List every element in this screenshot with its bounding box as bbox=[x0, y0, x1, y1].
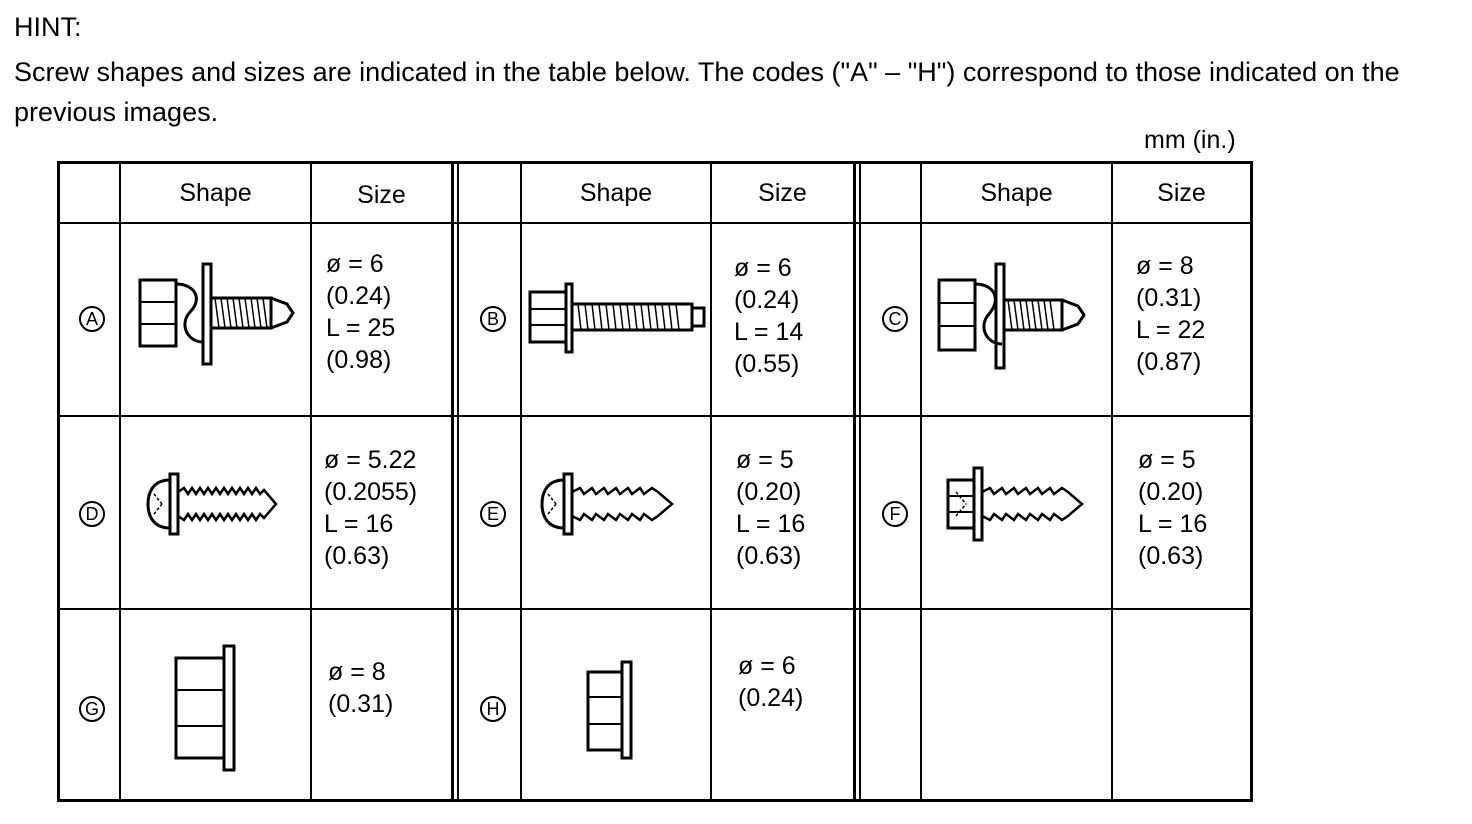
divider bbox=[60, 415, 1250, 417]
hex-bolt-washer-pilot-icon bbox=[934, 254, 1104, 374]
divider bbox=[310, 164, 312, 799]
header-shape: Shape bbox=[980, 179, 1053, 207]
size-a: ø = 6 (0.24) L = 25 (0.98) bbox=[326, 250, 396, 374]
flange-nut-icon bbox=[584, 660, 640, 760]
divider bbox=[710, 164, 712, 799]
header-shape: Shape bbox=[579, 179, 653, 207]
size-f: ø = 5 (0.20) L = 16 (0.63) bbox=[1138, 446, 1208, 570]
divider bbox=[520, 164, 522, 799]
hint-text: Screw shapes and sizes are indicated in the table below. The codes ("A" – "H") correspond to those indicated on the previous images. bbox=[14, 57, 1400, 127]
header-size: Size bbox=[758, 179, 807, 207]
screw-table bbox=[57, 161, 1253, 802]
divider bbox=[1111, 164, 1113, 799]
divider bbox=[119, 164, 121, 799]
hex-tapping-screw-icon bbox=[944, 462, 1094, 546]
code-b-marker: B bbox=[480, 306, 506, 332]
divider bbox=[853, 164, 856, 799]
code-a-marker: A bbox=[79, 306, 105, 332]
divider bbox=[457, 164, 459, 799]
code-e-marker: E bbox=[480, 501, 506, 527]
size-d: ø = 5.22 (0.2055) L = 16 (0.63) bbox=[324, 446, 418, 570]
size-b: ø = 6 (0.24) L = 14 (0.55) bbox=[734, 254, 804, 378]
size-g: ø = 8 (0.31) bbox=[328, 658, 394, 718]
code-d-marker: D bbox=[79, 501, 105, 527]
code-f-marker: F bbox=[882, 501, 908, 527]
header-shape: Shape bbox=[179, 179, 252, 207]
hex-bolt-washer-pilot-icon bbox=[135, 254, 305, 374]
divider bbox=[451, 164, 454, 799]
code-g-marker: G bbox=[79, 696, 105, 722]
units-label: mm (in.) bbox=[1144, 126, 1236, 154]
hint-title: HINT: bbox=[14, 12, 82, 42]
tapping-screw-icon bbox=[144, 464, 294, 544]
header-size: Size bbox=[1157, 179, 1206, 207]
size-c: ø = 8 (0.31) L = 22 (0.87) bbox=[1136, 252, 1206, 376]
flange-bolt-icon bbox=[528, 274, 710, 364]
size-e: ø = 5 (0.20) L = 16 (0.63) bbox=[736, 446, 806, 570]
divider bbox=[920, 164, 922, 799]
code-c-marker: C bbox=[882, 306, 908, 332]
header-size: Size bbox=[357, 181, 406, 209]
divider bbox=[859, 164, 861, 799]
code-h-marker: H bbox=[480, 696, 506, 722]
flange-nut-icon bbox=[172, 642, 242, 774]
tapping-screw-icon bbox=[538, 464, 688, 544]
divider bbox=[60, 608, 1250, 610]
size-h: ø = 6 (0.24) bbox=[738, 652, 804, 712]
